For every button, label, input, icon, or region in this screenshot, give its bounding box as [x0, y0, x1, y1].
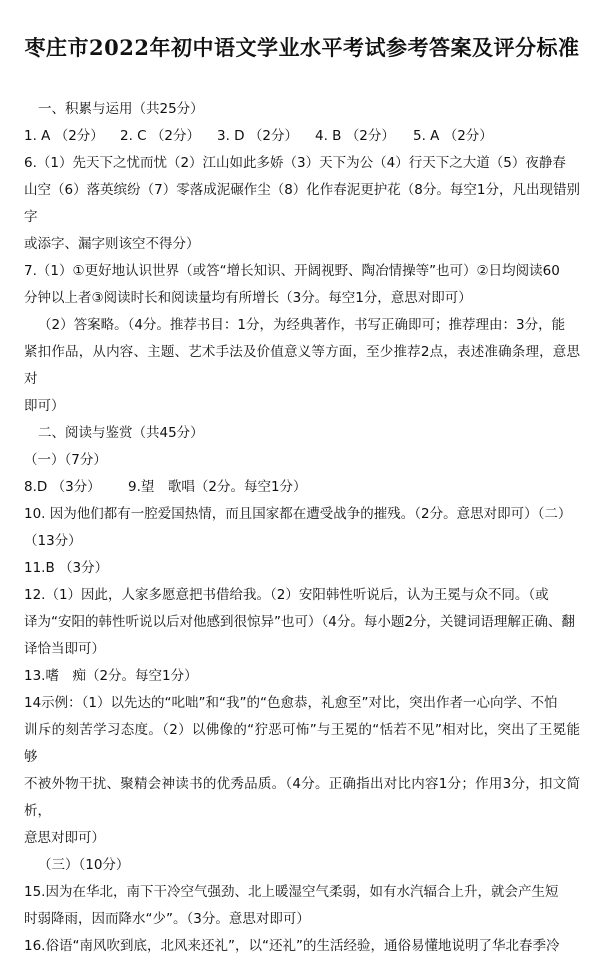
q8-answer: 8.D （3分）: [24, 479, 101, 495]
answer-content: [24, 96, 580, 960]
q14-line-3: 不被外物干扰、聚精会神读书的优秀品质。（4分。正确指出对比内容1分；作用3分，扣文简析，: [24, 776, 580, 819]
q6-line-1: 6.（1）先天下之忧而忧（2）江山如此多娇（3）天下为公（4）行天下之大道（5）夜静春: [24, 155, 566, 171]
q14-line-2: 训斥的刻苦学习态度。（2）以佛像的“狞恶可怖”与王冕的“恬若不见”相对比，突出了王冕能够: [24, 722, 580, 765]
answer-2: 2. C （2分）: [120, 128, 200, 144]
q7-2-line-1: （2）答案略。（4分。推荐书目：1分，为经典著作，书写正确即可；推荐理由：3分，能: [38, 317, 566, 333]
q9-answer: 9.望 歌唱（2分。每空1分）: [128, 479, 307, 495]
q7-1-line-2: 分钟以上者③阅读时长和阅读量均有所增长（3分。每空1分，意思对即可）: [24, 290, 472, 306]
answer-1: 1. A （2分）: [24, 128, 104, 144]
q12-line-2: 译为“安阳的韩性听说以后对他感到很惊异”也可）（4分。每小题2分，关键词语理解正确、翻: [24, 614, 575, 630]
q13-answer: 13.嗜 痴（2分。每空1分）: [24, 668, 198, 684]
q6-line-3: 或添字、漏字则该空不得分）: [24, 236, 200, 252]
q7-2-line-3: 即可）: [24, 398, 65, 414]
q10-line-2: （13分）: [24, 533, 82, 549]
subsection-1: （一）（7分）: [24, 452, 107, 468]
answer-4: 4. B （2分）: [315, 128, 395, 144]
answer-5: 5. A （2分）: [413, 128, 493, 144]
q15-line-2: 时弱降雨，因而降水“少”。（3分。意思对即可）: [24, 911, 310, 927]
q14-line-1: 14示例：（1）以先达的“叱咄”和“我”的“色愈恭，礼愈至”对比，突出作者一心向学、不怕: [24, 695, 558, 711]
section-heading-1: 一、积累与运用（共25分）: [38, 101, 204, 117]
q11-answer: 11.B （3分）: [24, 560, 109, 576]
mc-answers-row: [24, 123, 580, 150]
q12-line-1: 12.（1）因此，人家多愿意把书借给我。（2）安阳韩性听说后，认为王冕与众不同。（或: [24, 587, 549, 603]
section-heading-2: 二、阅读与鉴赏（共45分）: [38, 425, 204, 441]
answer-3: 3. D （2分）: [217, 128, 298, 144]
q7-2-line-2: 紧扣作品，从内容、主题、艺术手法及价值意义等方面，至少推荐2点，表述准确条理，意思对: [24, 344, 580, 387]
q16-line-1: 16.俗语“南风吹到底，北风来还礼”，以“还礼”的生活经验，通俗易懂地说明了华北春季冷: [24, 938, 560, 954]
q6-line-2: 山空（6）落英缤纷（7）零落成泥碾作尘（8）化作春泥更护花（8分。每空1分，凡出现错别字: [24, 182, 580, 225]
subsection-3: （三）（10分）: [38, 857, 130, 873]
q12-line-3: 译恰当即可）: [24, 641, 105, 657]
q7-1-line-1: 7.（1）①更好地认识世界（或答“增长知识、开阔视野、陶冶情操等”也可）②日均阅读60: [24, 263, 560, 279]
q14-line-4: 意思对即可）: [24, 830, 105, 846]
q10-line-1: 10. 因为他们都有一腔爱国热情，而且国家都在遭受战争的摧残。（2分。意思对即可）（二）: [24, 506, 572, 522]
q8-q9-row: [24, 474, 580, 501]
q15-line-1: 15.因为在华北，南下干冷空气强劲、北上暖湿空气柔弱，如有水汽辐合上升，就会产生短: [24, 884, 559, 900]
page-title: 枣庄市2022年初中语文学业水平考试参考答案及评分标准: [24, 35, 580, 60]
